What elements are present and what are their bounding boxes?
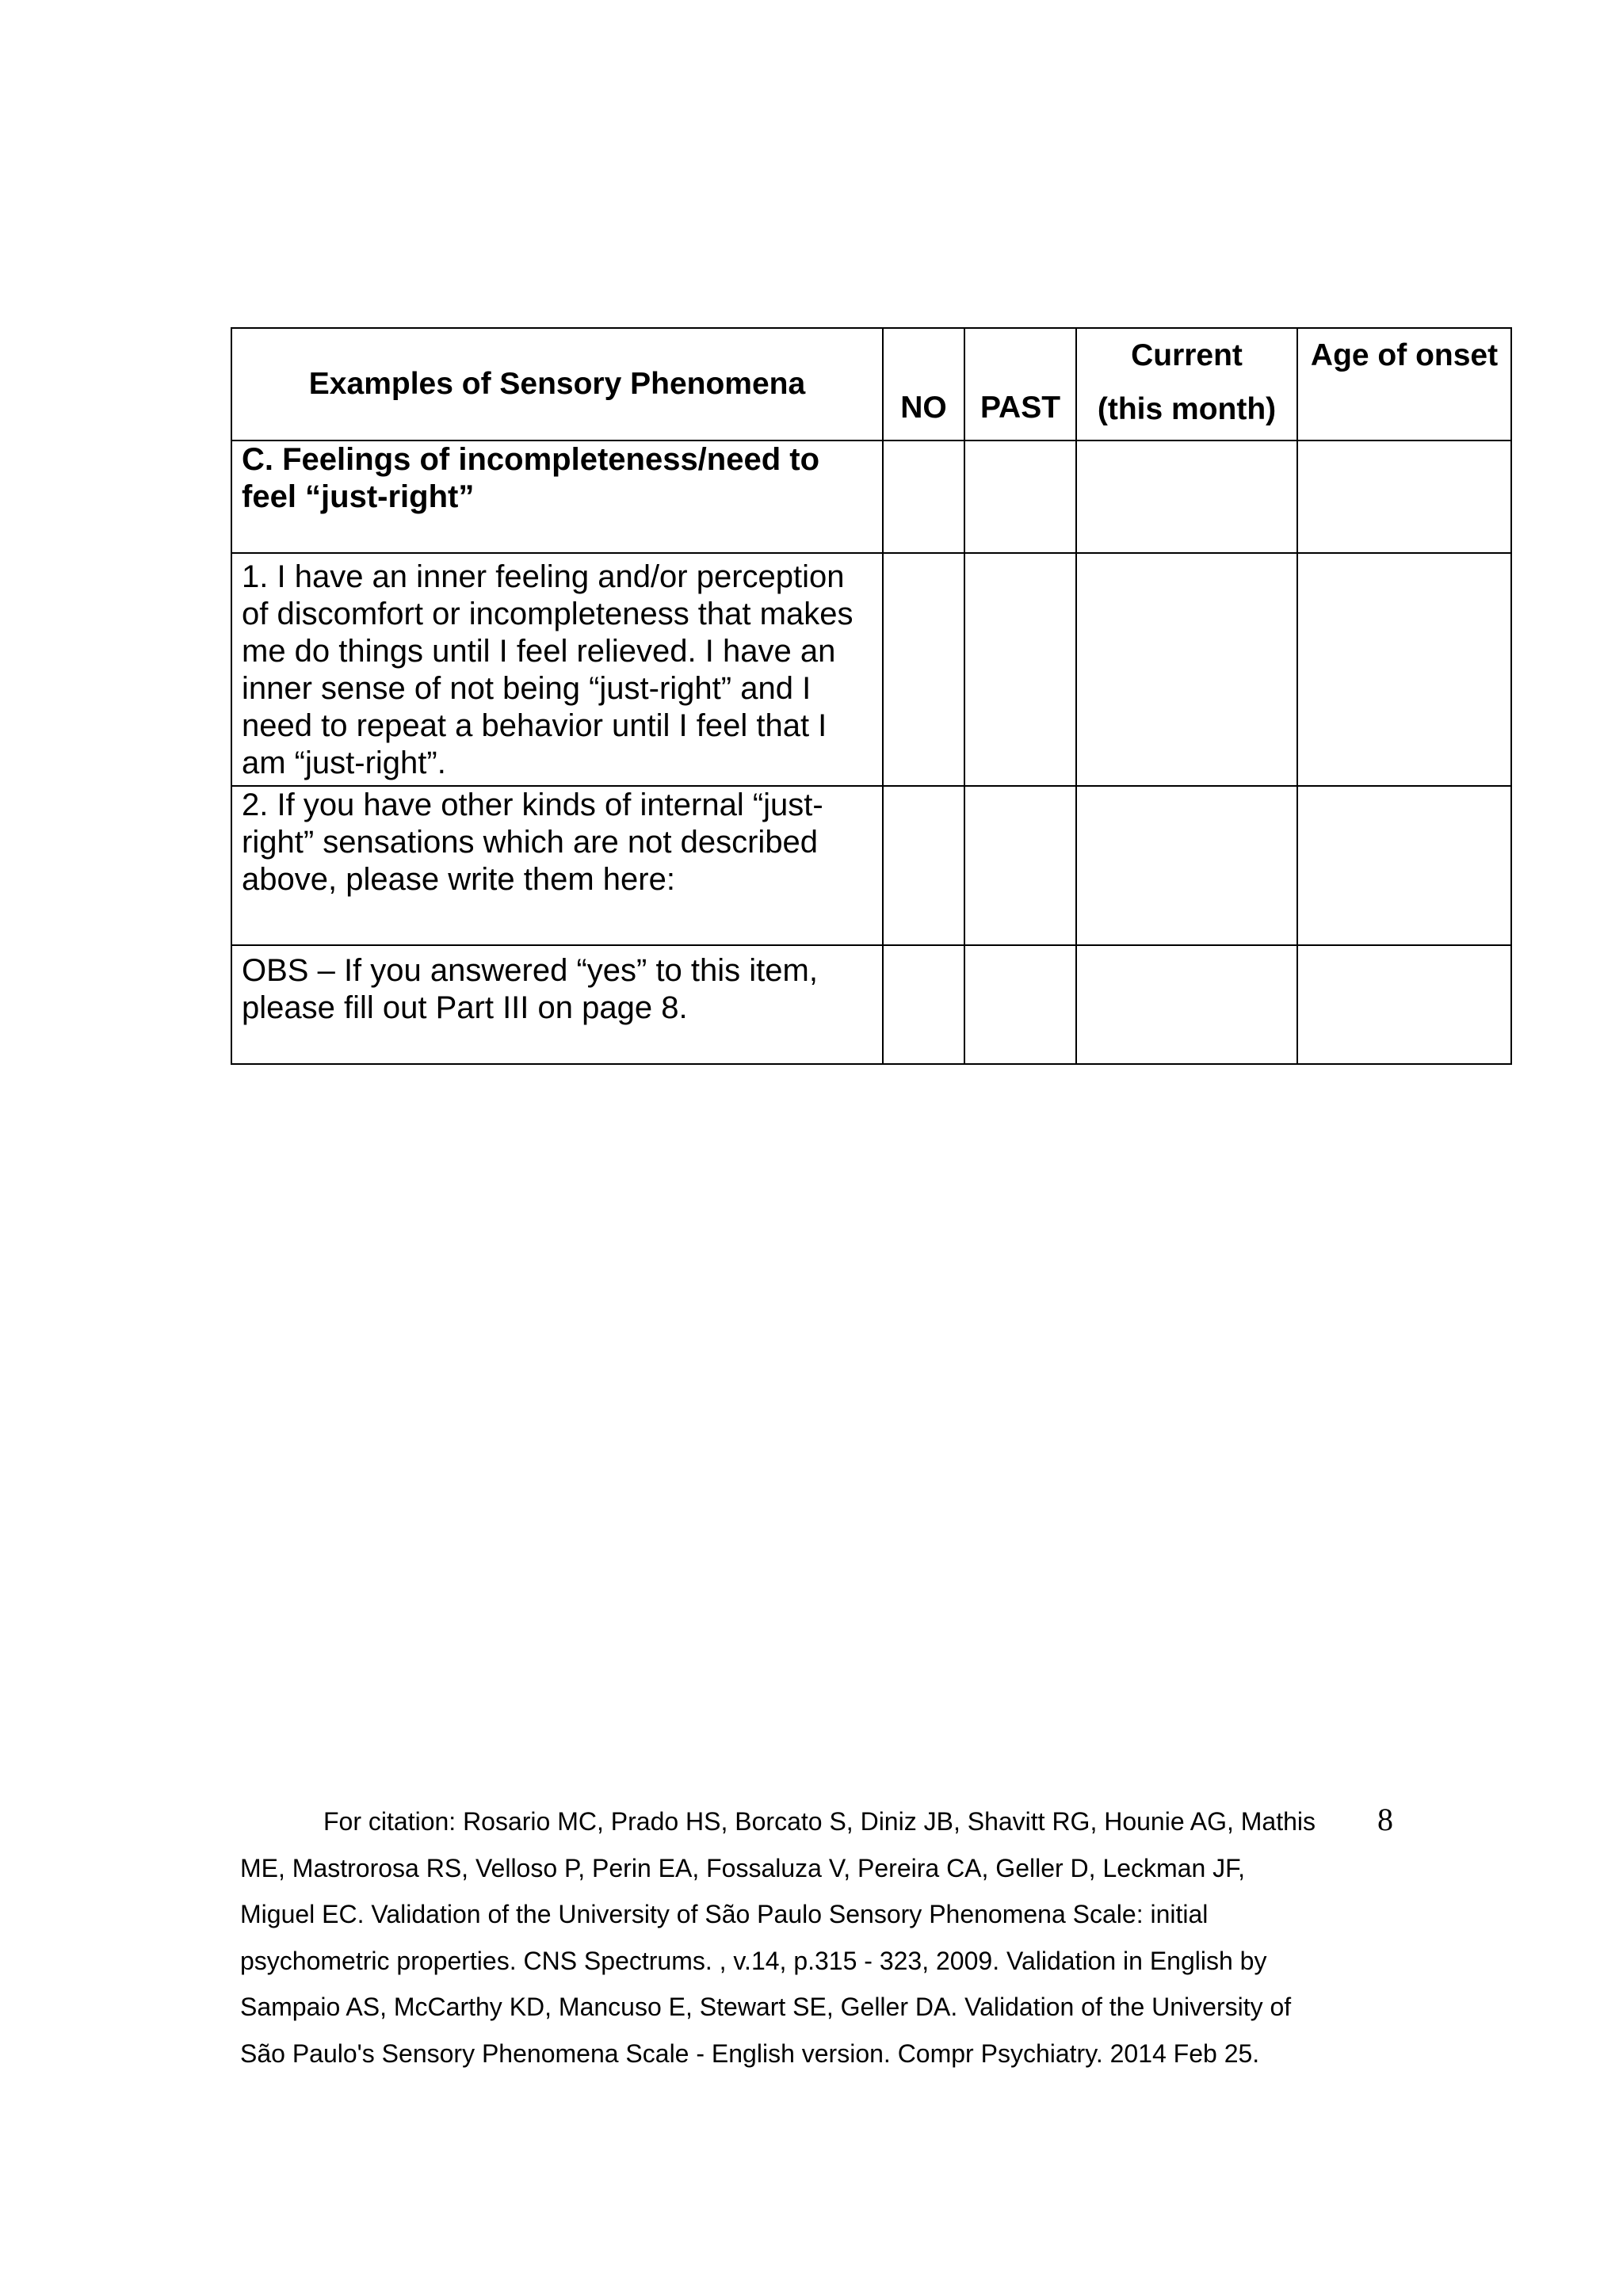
header-past-label: PAST — [980, 391, 1061, 425]
obs-text — [232, 946, 882, 1063]
item-1-row — [232, 552, 1510, 785]
item-1-current-cell[interactable] — [1077, 554, 1296, 785]
section-c-past-cell[interactable] — [965, 441, 1075, 552]
item-1-line: of discomfort or incompleteness that makes — [242, 597, 854, 631]
header-examples — [232, 329, 882, 440]
header-current-line1: Current — [1131, 338, 1243, 372]
section-c-title-line1: C. Feelings of incompleteness/need to — [242, 442, 820, 477]
item-2-line: 2. If you have other kinds of internal “just- — [242, 788, 823, 822]
section-c-row — [232, 440, 1510, 552]
obs-row — [232, 944, 1510, 1063]
header-age-of-onset-label: Age of onset — [1310, 338, 1499, 372]
item-2-text — [232, 787, 882, 944]
obs-no-cell[interactable] — [884, 946, 964, 1063]
citation-line: São Paulo's Sensory Phenomena Scale - English version. Compr Psychiatry. 2014 Feb 25. — [240, 2039, 1260, 2068]
citation-line: Miguel EC. Validation of the University of São Paulo Sensory Phenomena Scale: initial — [240, 1900, 1209, 1928]
item-1-age-cell[interactable] — [1298, 554, 1510, 785]
header-examples-label: Examples of Sensory Phenomena — [308, 367, 806, 401]
item-2-no-cell[interactable] — [884, 787, 964, 944]
obs-past-cell[interactable] — [965, 946, 1075, 1063]
citation-line: For citation: Rosario MC, Prado HS, Borcato S, Diniz JB, Shavitt RG, Hounie AG, Mathis — [323, 1807, 1316, 1836]
table-header-row — [232, 329, 1510, 440]
page-number: 8 — [1377, 1802, 1393, 1837]
item-1-line: inner sense of not being “just-right” and I — [242, 671, 812, 706]
item-2-past-cell[interactable] — [965, 787, 1075, 944]
item-2-age-cell[interactable] — [1298, 787, 1510, 944]
obs-line: OBS – If you answered “yes” to this item, — [242, 953, 818, 988]
item-1-line: 1. I have an inner feeling and/or perception — [242, 559, 845, 594]
item-2-line: right” sensations which are not described — [242, 825, 819, 860]
section-c-title-line2: feel “just-right” — [242, 479, 475, 514]
item-1-line: me do things until I feel relieved. I have an — [242, 634, 836, 669]
section-c-no-cell[interactable] — [884, 441, 964, 552]
item-1-no-cell[interactable] — [884, 554, 964, 785]
header-no-label: NO — [900, 391, 947, 425]
item-2-line: above, please write them here: — [242, 862, 675, 897]
item-1-past-cell[interactable] — [965, 554, 1075, 785]
section-c-age-cell[interactable] — [1298, 441, 1510, 552]
obs-line: please fill out Part III on page 8. — [242, 990, 688, 1025]
citation-line: Sampaio AS, McCarthy KD, Mancuso E, Stewart SE, Geller DA. Validation of the University of — [240, 1993, 1292, 2021]
header-no — [884, 329, 964, 440]
citation-line: psychometric properties. CNS Spectrums. , v.14, p.315 - 323, 2009. Validation in English by — [240, 1946, 1267, 1975]
header-past — [965, 329, 1075, 440]
citation-line: ME, Mastrorosa RS, Velloso P, Perin EA, Fossaluza V, Pereira CA, Geller D, Leckman JF, — [240, 1853, 1246, 1882]
section-c-title — [232, 441, 882, 552]
item-1-text — [232, 554, 882, 785]
header-current — [1077, 329, 1296, 440]
header-current-line2: (this month) — [1097, 392, 1277, 426]
section-c-current-cell[interactable] — [1077, 441, 1296, 552]
item-2-current-cell[interactable] — [1077, 787, 1296, 944]
header-age-of-onset — [1298, 329, 1510, 440]
citation-block — [240, 1798, 1397, 2077]
item-2-row — [232, 785, 1510, 944]
obs-age-cell[interactable] — [1298, 946, 1510, 1063]
item-1-line: am “just-right”. — [242, 746, 446, 780]
sensory-phenomena-table — [231, 327, 1512, 1065]
obs-current-cell[interactable] — [1077, 946, 1296, 1063]
item-1-line: need to repeat a behavior until I feel that I — [242, 708, 827, 743]
